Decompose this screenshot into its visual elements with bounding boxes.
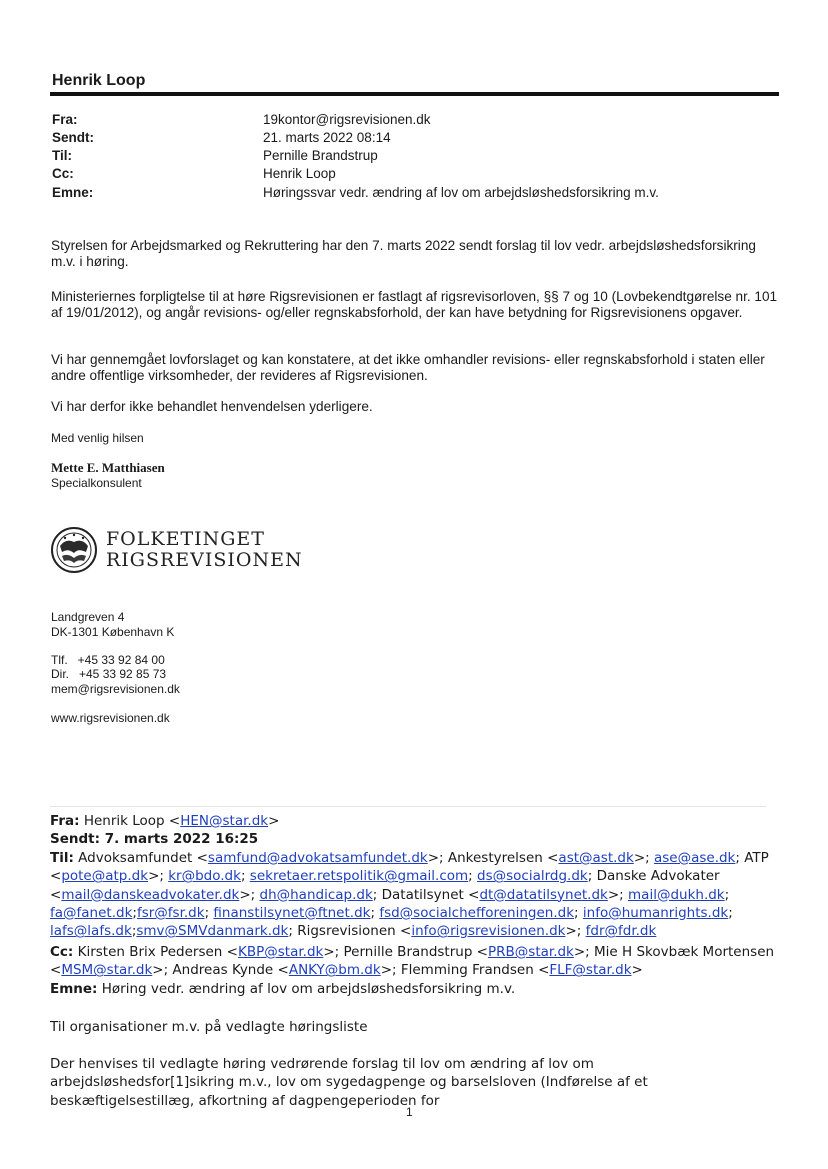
header-label-from: Fra: bbox=[52, 112, 78, 127]
forward-cc-recipient-text: >; Pernille Brandstrup < bbox=[323, 944, 488, 960]
sender-name: Henrik Loop bbox=[52, 72, 146, 89]
forward-from-label: Fra: bbox=[50, 813, 80, 829]
forward-to-recipient-email-link[interactable]: info@humanrights.dk bbox=[582, 904, 729, 921]
forward-to-recipient-text: ; Danske Advokater < bbox=[50, 868, 720, 903]
forward-to-recipient-text: ; Datatilsynet < bbox=[372, 886, 480, 903]
contact-street: Landgreven 4 bbox=[51, 610, 125, 624]
forward-to-recipient-email-link[interactable]: sekretaer.retspolitik@gmail.com bbox=[249, 868, 469, 885]
forward-to-recipient-text: ; bbox=[468, 868, 478, 885]
forward-cc-recipients bbox=[50, 944, 774, 978]
header-label-to: Til: bbox=[52, 148, 72, 163]
forward-to-recipient-email-link[interactable]: fsd@socialchefforeningen.dk bbox=[379, 904, 575, 921]
forward-to-recipient-text: >; bbox=[607, 886, 629, 903]
forward-body: Der henvises til vedlagte høring vedrørende forslag til lov om ændring af lov om arbejdsløshedsfor[1]sikring m.v., lov om sygedagpenge og barselsloven (Indførelse af et beskæftigelsestillæg, afkortning af dagpengeperioden for bbox=[50, 1056, 648, 1109]
forward-cc-recipient-email-link[interactable]: KBP@star.dk bbox=[237, 944, 324, 960]
body-paragraph-3: Vi har gennemgået lovforslaget og kan konstatere, at det ikke omhandler revisions- eller regnskabsforhold i staten eller andre offentlige virksomheder, der revideres af Rigsrevisionen. bbox=[51, 352, 765, 383]
header-value-sent: 21. marts 2022 08:14 bbox=[263, 130, 391, 145]
forward-divider bbox=[50, 806, 766, 807]
forward-to-recipient-text: >; bbox=[633, 850, 654, 866]
header-label-cc: Cc: bbox=[52, 166, 74, 181]
forward-cc-recipient-text: Kirsten Brix Pedersen < bbox=[73, 944, 238, 960]
signature-title: Specialkonsulent bbox=[51, 476, 142, 490]
forward-cc-recipient-text: > bbox=[631, 962, 643, 979]
forward-subject-line bbox=[50, 980, 780, 998]
forward-to-recipient-text: ; Rigsrevisionen < bbox=[288, 923, 412, 940]
forward-to-recipient-text: ; bbox=[240, 868, 250, 885]
contact-phone: Tlf. +45 33 92 84 00 bbox=[51, 653, 165, 667]
body-paragraph-2: Ministeriernes forpligtelse til at høre Rigsrevisionen er fastlagt af rigsrevisorloven, §§ 7 og 10 (Lovbekendtgørelse nr. 101 af 19/01/2012), og angår revisions- og/eller regnskabsforhold, der kan have betydning for Rigsrevisionens opgaver. bbox=[51, 289, 778, 320]
forward-to-recipient-text: ; bbox=[132, 904, 137, 921]
forward-to-recipient-text: ; bbox=[724, 886, 730, 903]
forward-to-recipient-email-link[interactable]: ast@ast.dk bbox=[558, 850, 634, 866]
forward-sent-line bbox=[50, 830, 780, 848]
forward-to-recipient-text: >; bbox=[148, 868, 169, 885]
contact-website: www.rigsrevisionen.dk bbox=[51, 711, 170, 725]
forward-to-recipient-email-link[interactable]: ase@ase.dk bbox=[653, 850, 736, 866]
forward-from-text: Henrik Loop < bbox=[79, 813, 181, 829]
forward-to-recipient-text: >; bbox=[565, 923, 586, 940]
forward-to-block bbox=[50, 849, 780, 940]
header-label-sent: Sendt: bbox=[52, 130, 94, 145]
forward-to-recipient-email-link[interactable]: ds@socialrdg.dk bbox=[477, 868, 588, 885]
forward-to-recipient-text: Advoksamfundet < bbox=[73, 850, 208, 866]
forward-from-line bbox=[50, 812, 780, 830]
forward-cc-label: Cc: bbox=[50, 944, 74, 960]
forward-to-recipient-email-link[interactable]: finanstilsynet@ftnet.dk bbox=[213, 904, 371, 921]
header-label-subject: Emne: bbox=[52, 185, 94, 200]
forward-to-recipient-text: ; bbox=[574, 904, 583, 921]
forward-to-recipient-text: >; bbox=[239, 886, 260, 903]
contact-direct: Dir. +45 33 92 85 73 bbox=[51, 667, 167, 681]
contact-city: DK-1301 København K bbox=[51, 625, 175, 639]
forward-to-recipient-text: ; bbox=[204, 904, 214, 921]
forward-to-recipient-email-link[interactable]: fsr@fsr.dk bbox=[136, 904, 205, 921]
forward-cc-recipient-email-link[interactable]: ANKY@bm.dk bbox=[288, 962, 381, 979]
signature-name: Mette E. Matthiasen bbox=[51, 460, 165, 475]
forward-to-recipient-text: ; bbox=[131, 923, 137, 940]
forward-cc-recipient-email-link[interactable]: FLF@star.dk bbox=[549, 962, 632, 979]
forward-to-recipient-email-link[interactable]: mail@dukh.dk bbox=[628, 886, 725, 903]
forward-to-recipient-email-link[interactable]: info@rigsrevisionen.dk bbox=[411, 923, 566, 940]
forward-cc-recipient-email-link[interactable]: MSM@star.dk bbox=[61, 962, 153, 979]
header-value-from: 19kontor@rigsrevisionen.dk bbox=[263, 112, 431, 127]
forward-sent-label: Sendt: bbox=[50, 831, 101, 847]
forward-to-recipient-text: ; bbox=[370, 904, 380, 921]
forward-to-recipient-text: ; bbox=[728, 904, 733, 921]
forward-to-recipient-text: >; Ankestyrelsen < bbox=[427, 850, 559, 866]
forward-to-recipient-email-link[interactable]: samfund@advokatsamfundet.dk bbox=[207, 850, 428, 866]
header-value-cc: Henrik Loop bbox=[263, 166, 336, 181]
forward-to-recipient-email-link[interactable]: smv@SMVdanmark.dk bbox=[136, 923, 289, 940]
forward-cc-recipient-text: >; Mie H Skovbæk Mortensen < bbox=[50, 944, 775, 979]
header-rule bbox=[50, 92, 779, 96]
forward-subject-label: Emne: bbox=[50, 981, 98, 997]
body-paragraph-4: Vi har derfor ikke behandlet henvendelsen yderligere. bbox=[51, 399, 373, 414]
forward-cc-recipient-email-link[interactable]: PRB@star.dk bbox=[488, 944, 574, 960]
forward-subject-text: Høring vedr. ændring af lov om arbejdsløshedsforsikring m.v. bbox=[97, 981, 516, 997]
forward-to-recipient-email-link[interactable]: fa@fanet.dk bbox=[50, 904, 133, 921]
forward-to-recipient-email-link[interactable]: pote@atp.dk bbox=[61, 868, 149, 885]
forward-cc-recipient-text: >; Andreas Kynde < bbox=[152, 962, 289, 979]
body-paragraph-1: Styrelsen for Arbejdsmarked og Rekruttering har den 7. marts 2022 sendt forslag til lov vedr. arbejdsløshedsforsikring m.v. i høring. bbox=[51, 238, 756, 269]
forward-cc-recipient-text: >; Flemming Frandsen < bbox=[380, 962, 550, 979]
forward-to-recipient-email-link[interactable]: mail@danskeadvokater.dk bbox=[61, 886, 240, 903]
forward-cc-block bbox=[50, 943, 780, 980]
header-value-subject: Høringssvar vedr. ændring af lov om arbejdsløshedsforsikring m.v. bbox=[263, 185, 659, 200]
forward-to-recipient-email-link[interactable]: dt@datatilsynet.dk bbox=[479, 886, 608, 903]
page-number: 1 bbox=[406, 1105, 413, 1119]
forward-to-recipient-email-link[interactable]: kr@bdo.dk bbox=[168, 868, 241, 885]
forward-to-recipient-email-link[interactable]: fdr@fdr.dk bbox=[585, 923, 657, 940]
forward-to-label: Til: bbox=[50, 850, 74, 866]
org-name-line-2: RIGSREVISIONEN bbox=[106, 549, 303, 571]
forward-to-recipient-text: ; ATP < bbox=[50, 850, 769, 885]
forward-to-recipient-email-link[interactable]: dh@handicap.dk bbox=[259, 886, 373, 903]
greeting: Med venlig hilsen bbox=[51, 431, 144, 445]
folketinget-seal-icon bbox=[50, 526, 98, 574]
forward-intro: Til organisationer m.v. på vedlagte høringsliste bbox=[50, 1019, 368, 1035]
forward-from-end: > bbox=[268, 813, 280, 829]
forward-to-recipient-email-link[interactable]: lafs@lafs.dk bbox=[50, 923, 132, 940]
contact-email: mem@rigsrevisionen.dk bbox=[51, 682, 180, 696]
forward-from-email-link[interactable]: HEN@star.dk bbox=[180, 813, 269, 829]
org-name-line-1: FOLKETINGET bbox=[106, 528, 265, 550]
forward-to-recipients bbox=[50, 850, 769, 939]
header-value-to: Pernille Brandstrup bbox=[263, 148, 378, 163]
forward-sent-text: 7. marts 2022 16:25 bbox=[100, 831, 259, 847]
